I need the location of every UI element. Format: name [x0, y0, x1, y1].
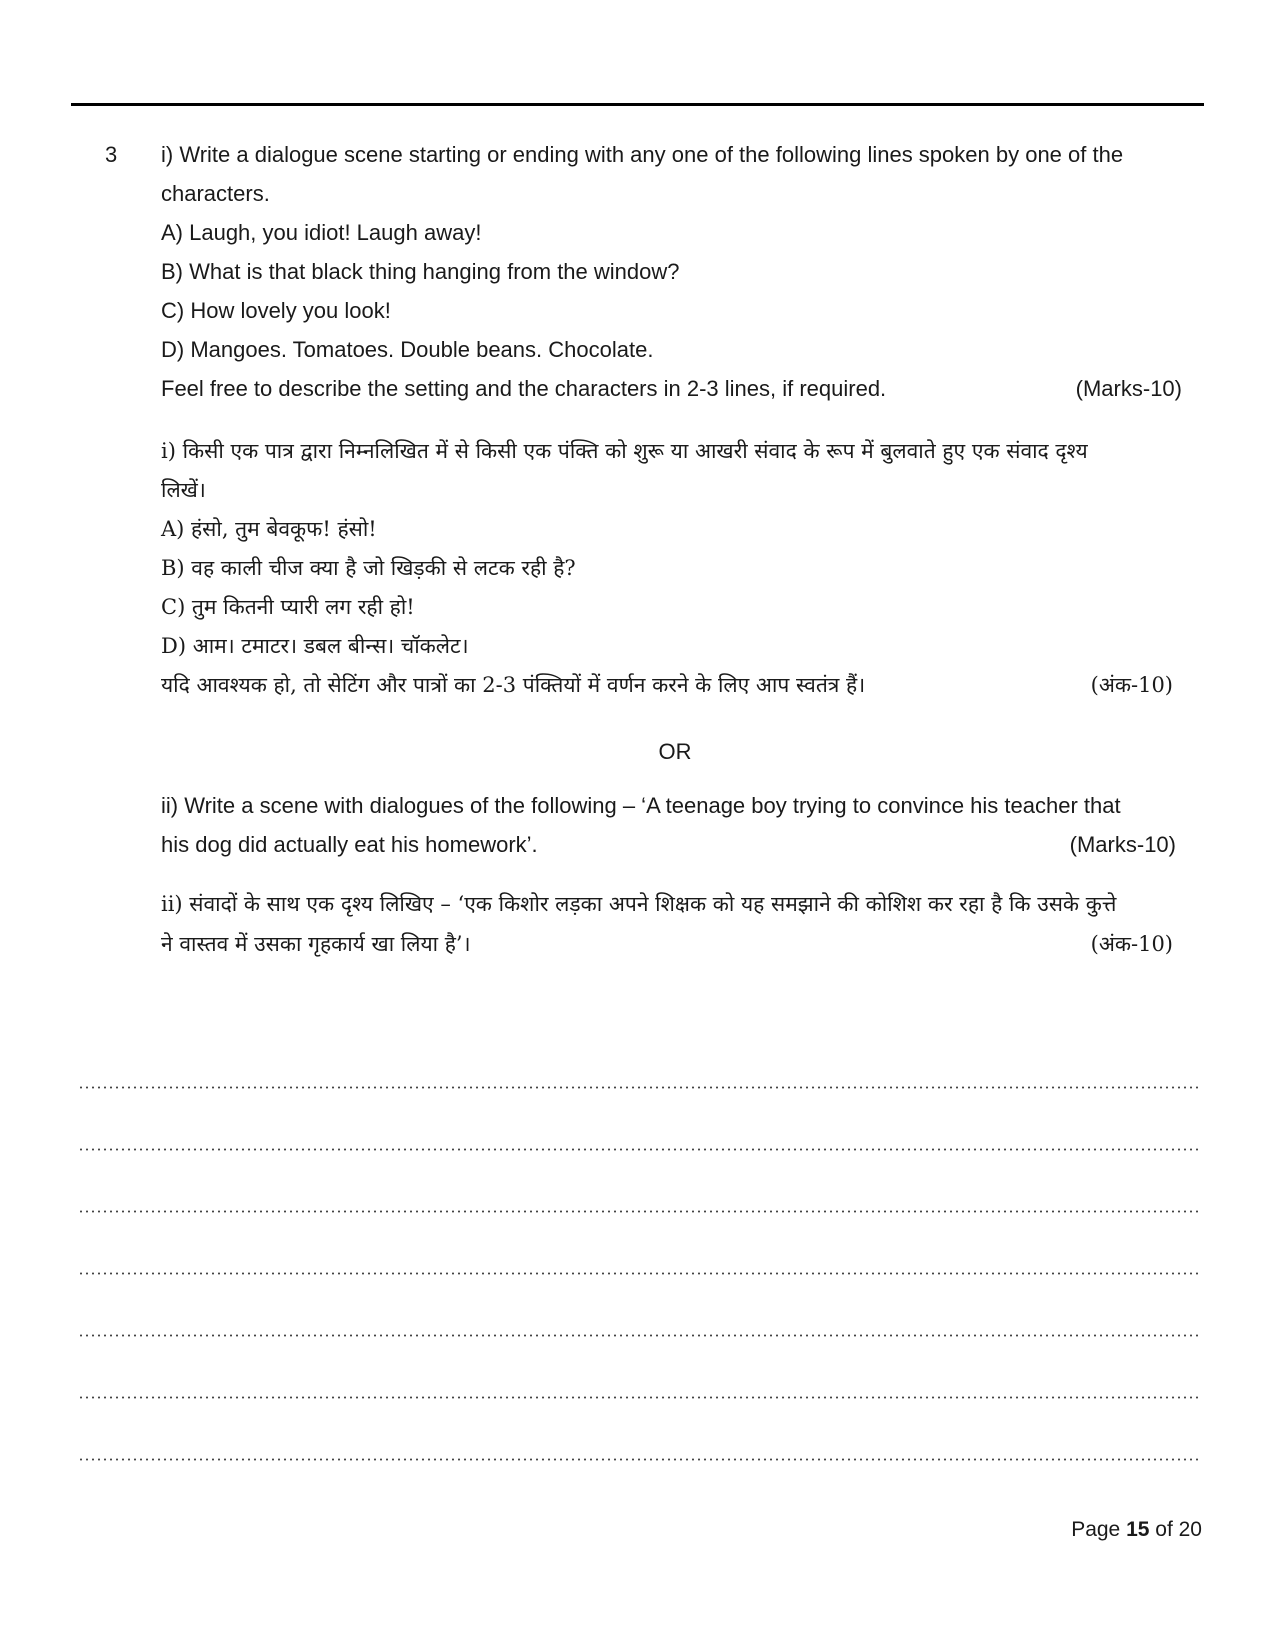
page-footer [1071, 1518, 1202, 1542]
answer-line[interactable] [78, 1396, 1198, 1399]
q-part1-hi-option-d: D) आम। टमाटर। डबल बीन्स। चॉकलेट। [161, 634, 469, 658]
q-part1-hi-option-a: A) हंसो, तुम बेवकूफ! हंसो! [161, 517, 377, 541]
q-part1-hi-option-b: B) वह काली चीज क्या है जो खिड़की से लटक रही है? [161, 556, 576, 580]
answer-line[interactable] [78, 1458, 1198, 1461]
answer-line[interactable] [78, 1086, 1198, 1089]
q-part1-hi-prompt-line1: i) किसी एक पात्र द्वारा निम्नलिखित में से किसी एक पंक्ति को शुरू या आखरी संवाद के रूप में बुलवाते हुए एक संवाद दृश्य [161, 439, 1088, 463]
q-part1-en-prompt-line2: characters. [161, 181, 270, 206]
answer-line[interactable] [78, 1272, 1198, 1275]
or-separator: OR [658, 739, 692, 764]
q-part1-en-option-a: A) Laugh, you idiot! Laugh away! [161, 220, 482, 245]
q-part1-en-option-d: D) Mangoes. Tomatoes. Double beans. Chocolate. [161, 337, 654, 362]
question-number: 3 [105, 142, 118, 167]
q-part1-en-prompt-line1: i) Write a dialogue scene starting or ending with any one of the following lines spoken by one of the [161, 142, 1124, 167]
answer-line[interactable] [78, 1334, 1198, 1337]
top-rule [71, 103, 1204, 106]
q-part1-en-note: Feel free to describe the setting and the characters in 2-3 lines, if required. [161, 376, 887, 401]
q-part2-en-marks: (Marks-10) [1069, 832, 1176, 857]
q-part1-hi-marks: (अंक-10) [1090, 673, 1173, 697]
q-part1-hi-prompt-line2: लिखें। [161, 478, 206, 502]
q-part1-hi-note: यदि आवश्यक हो, तो सेटिंग और पात्रों का 2-3 पंक्तियों में वर्णन करने के लिए आप स्वतंत्र हैं। [161, 673, 866, 697]
page-label: Page [1071, 1518, 1121, 1541]
q-part1-en-option-c: C) How lovely you look! [161, 298, 391, 323]
answer-line[interactable] [78, 1210, 1198, 1213]
q-part1-en-option-b: B) What is that black thing hanging from the window? [161, 259, 680, 284]
page-total: of 20 [1155, 1518, 1202, 1541]
answer-line[interactable] [78, 1148, 1198, 1151]
q-part1-hi-option-c: C) तुम कितनी प्यारी लग रही हो! [161, 595, 415, 619]
q-part2-hi-marks: (अंक-10) [1090, 932, 1173, 956]
page-number: 15 [1126, 1518, 1150, 1541]
q-part2-hi-line1: ii) संवादों के साथ एक दृश्य लिखिए – ‘एक किशोर लड़का अपने शिक्षक को यह समझाने की कोशिश कर रहा है कि उसके कुत्ते [161, 892, 1117, 916]
q-part2-en-line1: ii) Write a scene with dialogues of the following – ‘A teenage boy trying to convince his teacher that [161, 793, 1121, 818]
q-part1-en-marks: (Marks-10) [1075, 376, 1182, 401]
q-part2-hi-line2: ने वास्तव में उसका गृहकार्य खा लिया है’। [161, 932, 471, 956]
q-part2-en-line2: his dog did actually eat his homework’. [161, 832, 538, 857]
